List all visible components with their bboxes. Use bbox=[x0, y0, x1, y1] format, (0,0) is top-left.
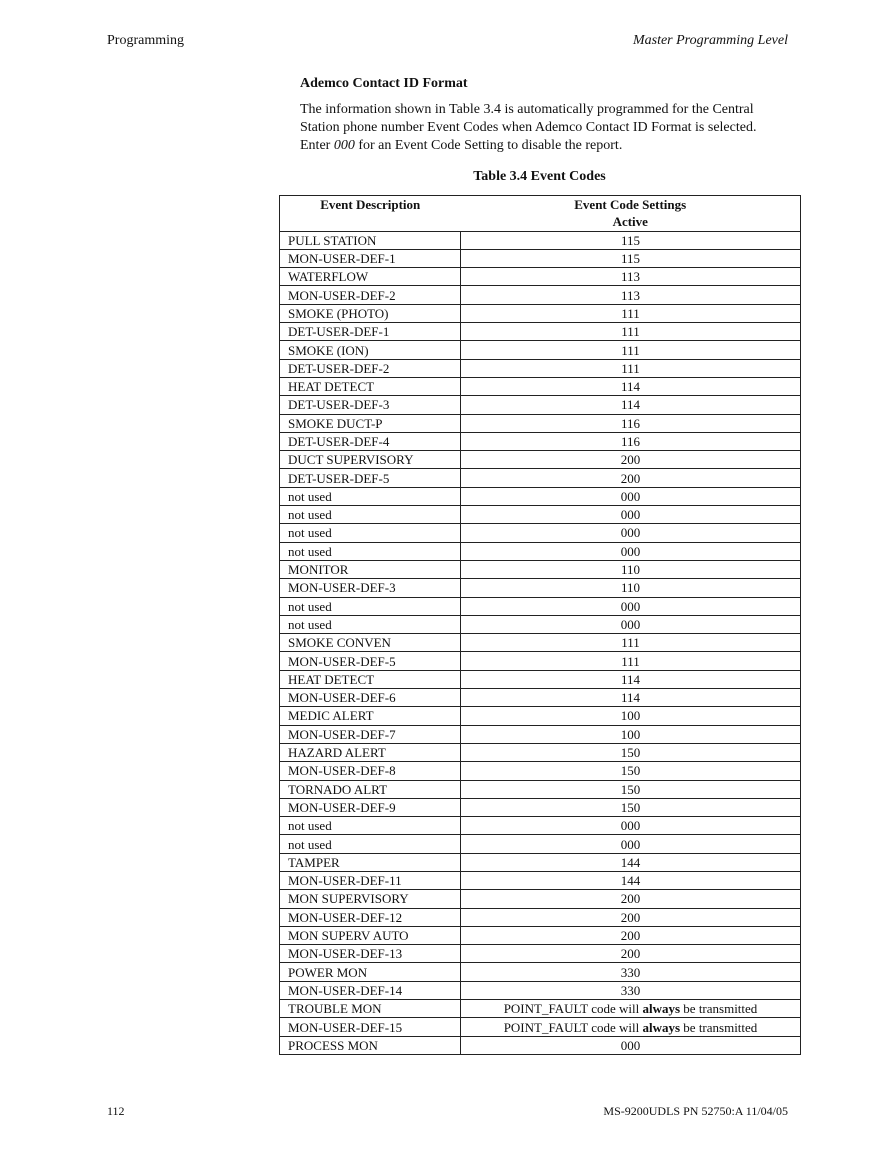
event-description-cell: MONITOR bbox=[280, 560, 461, 578]
event-description-cell: PROCESS MON bbox=[280, 1036, 461, 1054]
table-row bbox=[280, 231, 801, 249]
event-code-cell: 114 bbox=[461, 689, 801, 707]
event-code-cell: 330 bbox=[461, 963, 801, 981]
event-description-cell: DET-USER-DEF-2 bbox=[280, 359, 461, 377]
event-description-cell: not used bbox=[280, 835, 461, 853]
event-code-cell: 115 bbox=[461, 231, 801, 249]
table-row bbox=[280, 871, 801, 889]
code-note-text: be transmitted bbox=[680, 1019, 758, 1035]
event-description-cell: SMOKE DUCT-P bbox=[280, 414, 461, 432]
event-code-cell: 111 bbox=[461, 634, 801, 652]
table-row bbox=[280, 487, 801, 505]
event-description-cell: DET-USER-DEF-4 bbox=[280, 432, 461, 450]
table-body bbox=[280, 231, 801, 1054]
event-description-cell: MON-USER-DEF-5 bbox=[280, 652, 461, 670]
table-row bbox=[280, 597, 801, 615]
event-code-cell: 200 bbox=[461, 908, 801, 926]
event-description-cell: SMOKE (ION) bbox=[280, 341, 461, 359]
document-id: MS-9200UDLS PN 52750:A 11/04/05 bbox=[603, 1104, 788, 1118]
table-row bbox=[280, 396, 801, 414]
table-row bbox=[280, 249, 801, 267]
event-description-cell: MON-USER-DEF-12 bbox=[280, 908, 461, 926]
code-note-text: POINT_FAULT code will bbox=[503, 1001, 643, 1017]
event-description-cell: MON-USER-DEF-7 bbox=[280, 725, 461, 743]
event-description-cell: DET-USER-DEF-1 bbox=[280, 323, 461, 341]
table-row bbox=[280, 359, 801, 377]
event-code-cell: 000 bbox=[461, 487, 801, 505]
event-description-cell: MON-USER-DEF-13 bbox=[280, 945, 461, 963]
intro-paragraph bbox=[300, 101, 790, 155]
table-row bbox=[280, 945, 801, 963]
event-description-cell: TAMPER bbox=[280, 853, 461, 871]
running-header-section: Programming bbox=[107, 33, 184, 48]
table-row bbox=[280, 963, 801, 981]
event-code-cell: 200 bbox=[461, 945, 801, 963]
table-row bbox=[280, 377, 801, 395]
event-description-cell: MON-USER-DEF-6 bbox=[280, 689, 461, 707]
table-row bbox=[280, 926, 801, 944]
table-row bbox=[280, 798, 801, 816]
event-description-cell: PULL STATION bbox=[280, 231, 461, 249]
table-row bbox=[280, 1018, 801, 1036]
table-row bbox=[280, 560, 801, 578]
event-code-cell: 114 bbox=[461, 377, 801, 395]
event-description-cell: MON-USER-DEF-11 bbox=[280, 871, 461, 889]
event-code-cell: 111 bbox=[461, 341, 801, 359]
event-description-cell: MEDIC ALERT bbox=[280, 707, 461, 725]
event-description-cell: HEAT DETECT bbox=[280, 377, 461, 395]
table-row bbox=[280, 542, 801, 560]
intro-text-2: for an Event Code Setting to disable the report. bbox=[354, 138, 623, 153]
table-row bbox=[280, 670, 801, 688]
event-code-cell: 000 bbox=[461, 615, 801, 633]
event-code-cell: 000 bbox=[461, 524, 801, 542]
event-code-cell: 100 bbox=[461, 707, 801, 725]
event-description-cell: POWER MON bbox=[280, 963, 461, 981]
column-subheader-active: Active bbox=[461, 213, 801, 231]
event-code-cell: 110 bbox=[461, 579, 801, 597]
event-code-cell: 150 bbox=[461, 798, 801, 816]
table-row bbox=[280, 451, 801, 469]
event-description-cell: DET-USER-DEF-5 bbox=[280, 469, 461, 487]
event-code-cell: 110 bbox=[461, 560, 801, 578]
event-description-cell: MON-USER-DEF-8 bbox=[280, 762, 461, 780]
event-code-cell: 111 bbox=[461, 359, 801, 377]
event-description-cell: SMOKE CONVEN bbox=[280, 634, 461, 652]
event-code-cell: 000 bbox=[461, 1036, 801, 1054]
table-row bbox=[280, 506, 801, 524]
event-description-cell: not used bbox=[280, 506, 461, 524]
table-row bbox=[280, 286, 801, 304]
event-code-cell bbox=[461, 1018, 801, 1036]
event-description-cell: not used bbox=[280, 524, 461, 542]
event-code-cell: 200 bbox=[461, 890, 801, 908]
event-code-cell: 144 bbox=[461, 853, 801, 871]
event-description-cell: MON-USER-DEF-9 bbox=[280, 798, 461, 816]
event-code-cell: 000 bbox=[461, 597, 801, 615]
page-number: 112 bbox=[107, 1104, 125, 1118]
event-code-cell: 100 bbox=[461, 725, 801, 743]
event-code-cell: 111 bbox=[461, 652, 801, 670]
event-codes-table bbox=[279, 195, 801, 1055]
code-note-text: POINT_FAULT code will bbox=[503, 1019, 643, 1035]
event-code-cell: 200 bbox=[461, 451, 801, 469]
table-row bbox=[280, 780, 801, 798]
event-code-cell: 200 bbox=[461, 469, 801, 487]
event-description-cell: DUCT SUPERVISORY bbox=[280, 451, 461, 469]
column-header-settings: Event Code Settings bbox=[461, 196, 801, 214]
table-row bbox=[280, 689, 801, 707]
event-description-cell: MON-USER-DEF-15 bbox=[280, 1018, 461, 1036]
event-description-cell: MON SUPERV AUTO bbox=[280, 926, 461, 944]
event-code-cell: 000 bbox=[461, 817, 801, 835]
table-row bbox=[280, 1000, 801, 1018]
event-code-cell: 114 bbox=[461, 396, 801, 414]
event-description-cell: HEAT DETECT bbox=[280, 670, 461, 688]
table-row bbox=[280, 981, 801, 999]
intro-text-italic: 000 bbox=[333, 138, 355, 153]
table-row bbox=[280, 341, 801, 359]
event-description-cell: MON-USER-DEF-1 bbox=[280, 249, 461, 267]
event-description-cell: not used bbox=[280, 615, 461, 633]
table-row bbox=[280, 853, 801, 871]
table-row bbox=[280, 414, 801, 432]
table-row bbox=[280, 890, 801, 908]
event-description-cell: TORNADO ALRT bbox=[280, 780, 461, 798]
table-row bbox=[280, 524, 801, 542]
code-note-text: be transmitted bbox=[680, 1001, 758, 1017]
event-code-cell: 150 bbox=[461, 743, 801, 761]
table-caption: Table 3.4 Event Codes bbox=[473, 169, 606, 184]
event-code-cell bbox=[461, 1000, 801, 1018]
event-description-cell: not used bbox=[280, 487, 461, 505]
table-row bbox=[280, 268, 801, 286]
table-row bbox=[280, 707, 801, 725]
event-code-cell: 116 bbox=[461, 432, 801, 450]
event-description-cell: MON SUPERVISORY bbox=[280, 890, 461, 908]
table-row bbox=[280, 615, 801, 633]
running-header-chapter: Master Programming Level bbox=[632, 33, 788, 48]
event-code-cell: 000 bbox=[461, 835, 801, 853]
column-subheader-blank bbox=[280, 213, 461, 231]
event-code-cell: 200 bbox=[461, 926, 801, 944]
table-row bbox=[280, 432, 801, 450]
event-description-cell: not used bbox=[280, 542, 461, 560]
event-code-cell: 113 bbox=[461, 268, 801, 286]
table-row bbox=[280, 579, 801, 597]
event-code-cell: 144 bbox=[461, 871, 801, 889]
table-row bbox=[280, 762, 801, 780]
event-description-cell: not used bbox=[280, 817, 461, 835]
table-row bbox=[280, 835, 801, 853]
table-row bbox=[280, 469, 801, 487]
event-description-cell: HAZARD ALERT bbox=[280, 743, 461, 761]
event-description-cell: SMOKE (PHOTO) bbox=[280, 304, 461, 322]
event-description-cell: not used bbox=[280, 597, 461, 615]
table-row bbox=[280, 323, 801, 341]
event-code-cell: 150 bbox=[461, 780, 801, 798]
event-code-cell: 330 bbox=[461, 981, 801, 999]
event-code-cell: 114 bbox=[461, 670, 801, 688]
table-row bbox=[280, 652, 801, 670]
event-description-cell: MON-USER-DEF-3 bbox=[280, 579, 461, 597]
event-code-cell: 000 bbox=[461, 506, 801, 524]
table-row bbox=[280, 908, 801, 926]
event-description-cell: WATERFLOW bbox=[280, 268, 461, 286]
code-note-emphasis: always bbox=[642, 1019, 681, 1035]
table-row bbox=[280, 634, 801, 652]
table-row bbox=[280, 304, 801, 322]
table-row bbox=[280, 743, 801, 761]
event-code-cell: 115 bbox=[461, 249, 801, 267]
event-code-cell: 000 bbox=[461, 542, 801, 560]
event-code-cell: 111 bbox=[461, 304, 801, 322]
event-description-cell: DET-USER-DEF-3 bbox=[280, 396, 461, 414]
event-code-cell: 116 bbox=[461, 414, 801, 432]
table-row bbox=[280, 725, 801, 743]
event-description-cell: MON-USER-DEF-2 bbox=[280, 286, 461, 304]
table-row bbox=[280, 817, 801, 835]
intro-text-1: The information shown in Table 3.4 is automatically programmed for the Central Station phone number Event Codes when Ademco Contact ID Format is selected. Enter bbox=[300, 102, 757, 153]
event-description-cell: MON-USER-DEF-14 bbox=[280, 981, 461, 999]
column-header-description: Event Description bbox=[280, 196, 461, 214]
table-row bbox=[280, 1036, 801, 1054]
code-note-emphasis: always bbox=[642, 1001, 681, 1017]
event-code-cell: 113 bbox=[461, 286, 801, 304]
table-header-row bbox=[280, 196, 801, 214]
event-code-cell: 150 bbox=[461, 762, 801, 780]
event-description-cell: TROUBLE MON bbox=[280, 1000, 461, 1018]
table-subheader-row bbox=[280, 213, 801, 231]
event-code-cell: 111 bbox=[461, 323, 801, 341]
section-title: Ademco Contact ID Format bbox=[300, 76, 468, 91]
